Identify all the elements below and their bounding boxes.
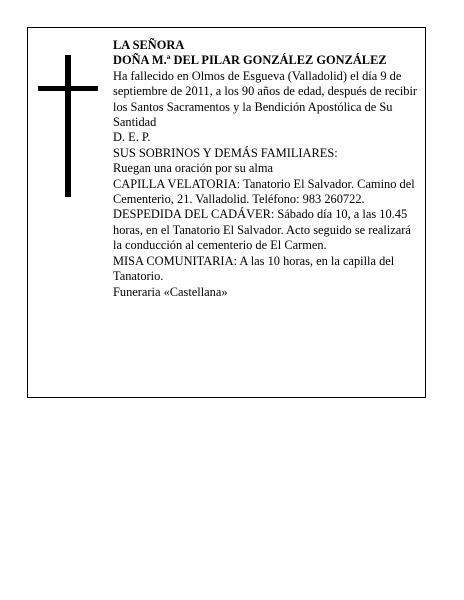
rip-line: D. E. P. [113, 130, 151, 145]
cross-horizontal-bar [38, 86, 98, 91]
title-line: LA SEÑORA [113, 38, 185, 52]
prayer-request: Ruegan una oración por su alma [113, 161, 273, 176]
mass-info: MISA COMUNITARIA: A las 10 horas, en la capilla del Tanatorio. [113, 253, 395, 284]
cross-vertical-bar [65, 55, 71, 197]
obituary-text [113, 38, 419, 300]
chapel-info: CAPILLA VELATORIA: Tanatorio El Salvador. Camino del Cementerio, 21. Valladolid. Teléfono: 983 260722. [113, 176, 415, 207]
deceased-name: DOÑA M.ª DEL PILAR GONZÁLEZ GONZÁLEZ [113, 53, 387, 68]
farewell-info: DESPEDIDA DEL CADÁVER: Sábado día 10, a las 10.45 horas, en el Tanatorio El Salvador. Acto seguido se realizará la conducción al cementerio de El Carmen. [113, 207, 411, 253]
cross-icon [38, 55, 98, 197]
funeral-home: Funeraria «Castellana» [113, 284, 228, 299]
mourners-line: SUS SOBRINOS Y DEMÁS FAMILIARES: [113, 145, 338, 160]
death-announcement: Ha fallecido en Olmos de Esgueva (Valladolid) el día 9 de septiembre de 2011, a los 90 años de edad, después de recibir los Santos Sacramentos y la Bendición Apostólica de Su Santidad [113, 68, 418, 130]
